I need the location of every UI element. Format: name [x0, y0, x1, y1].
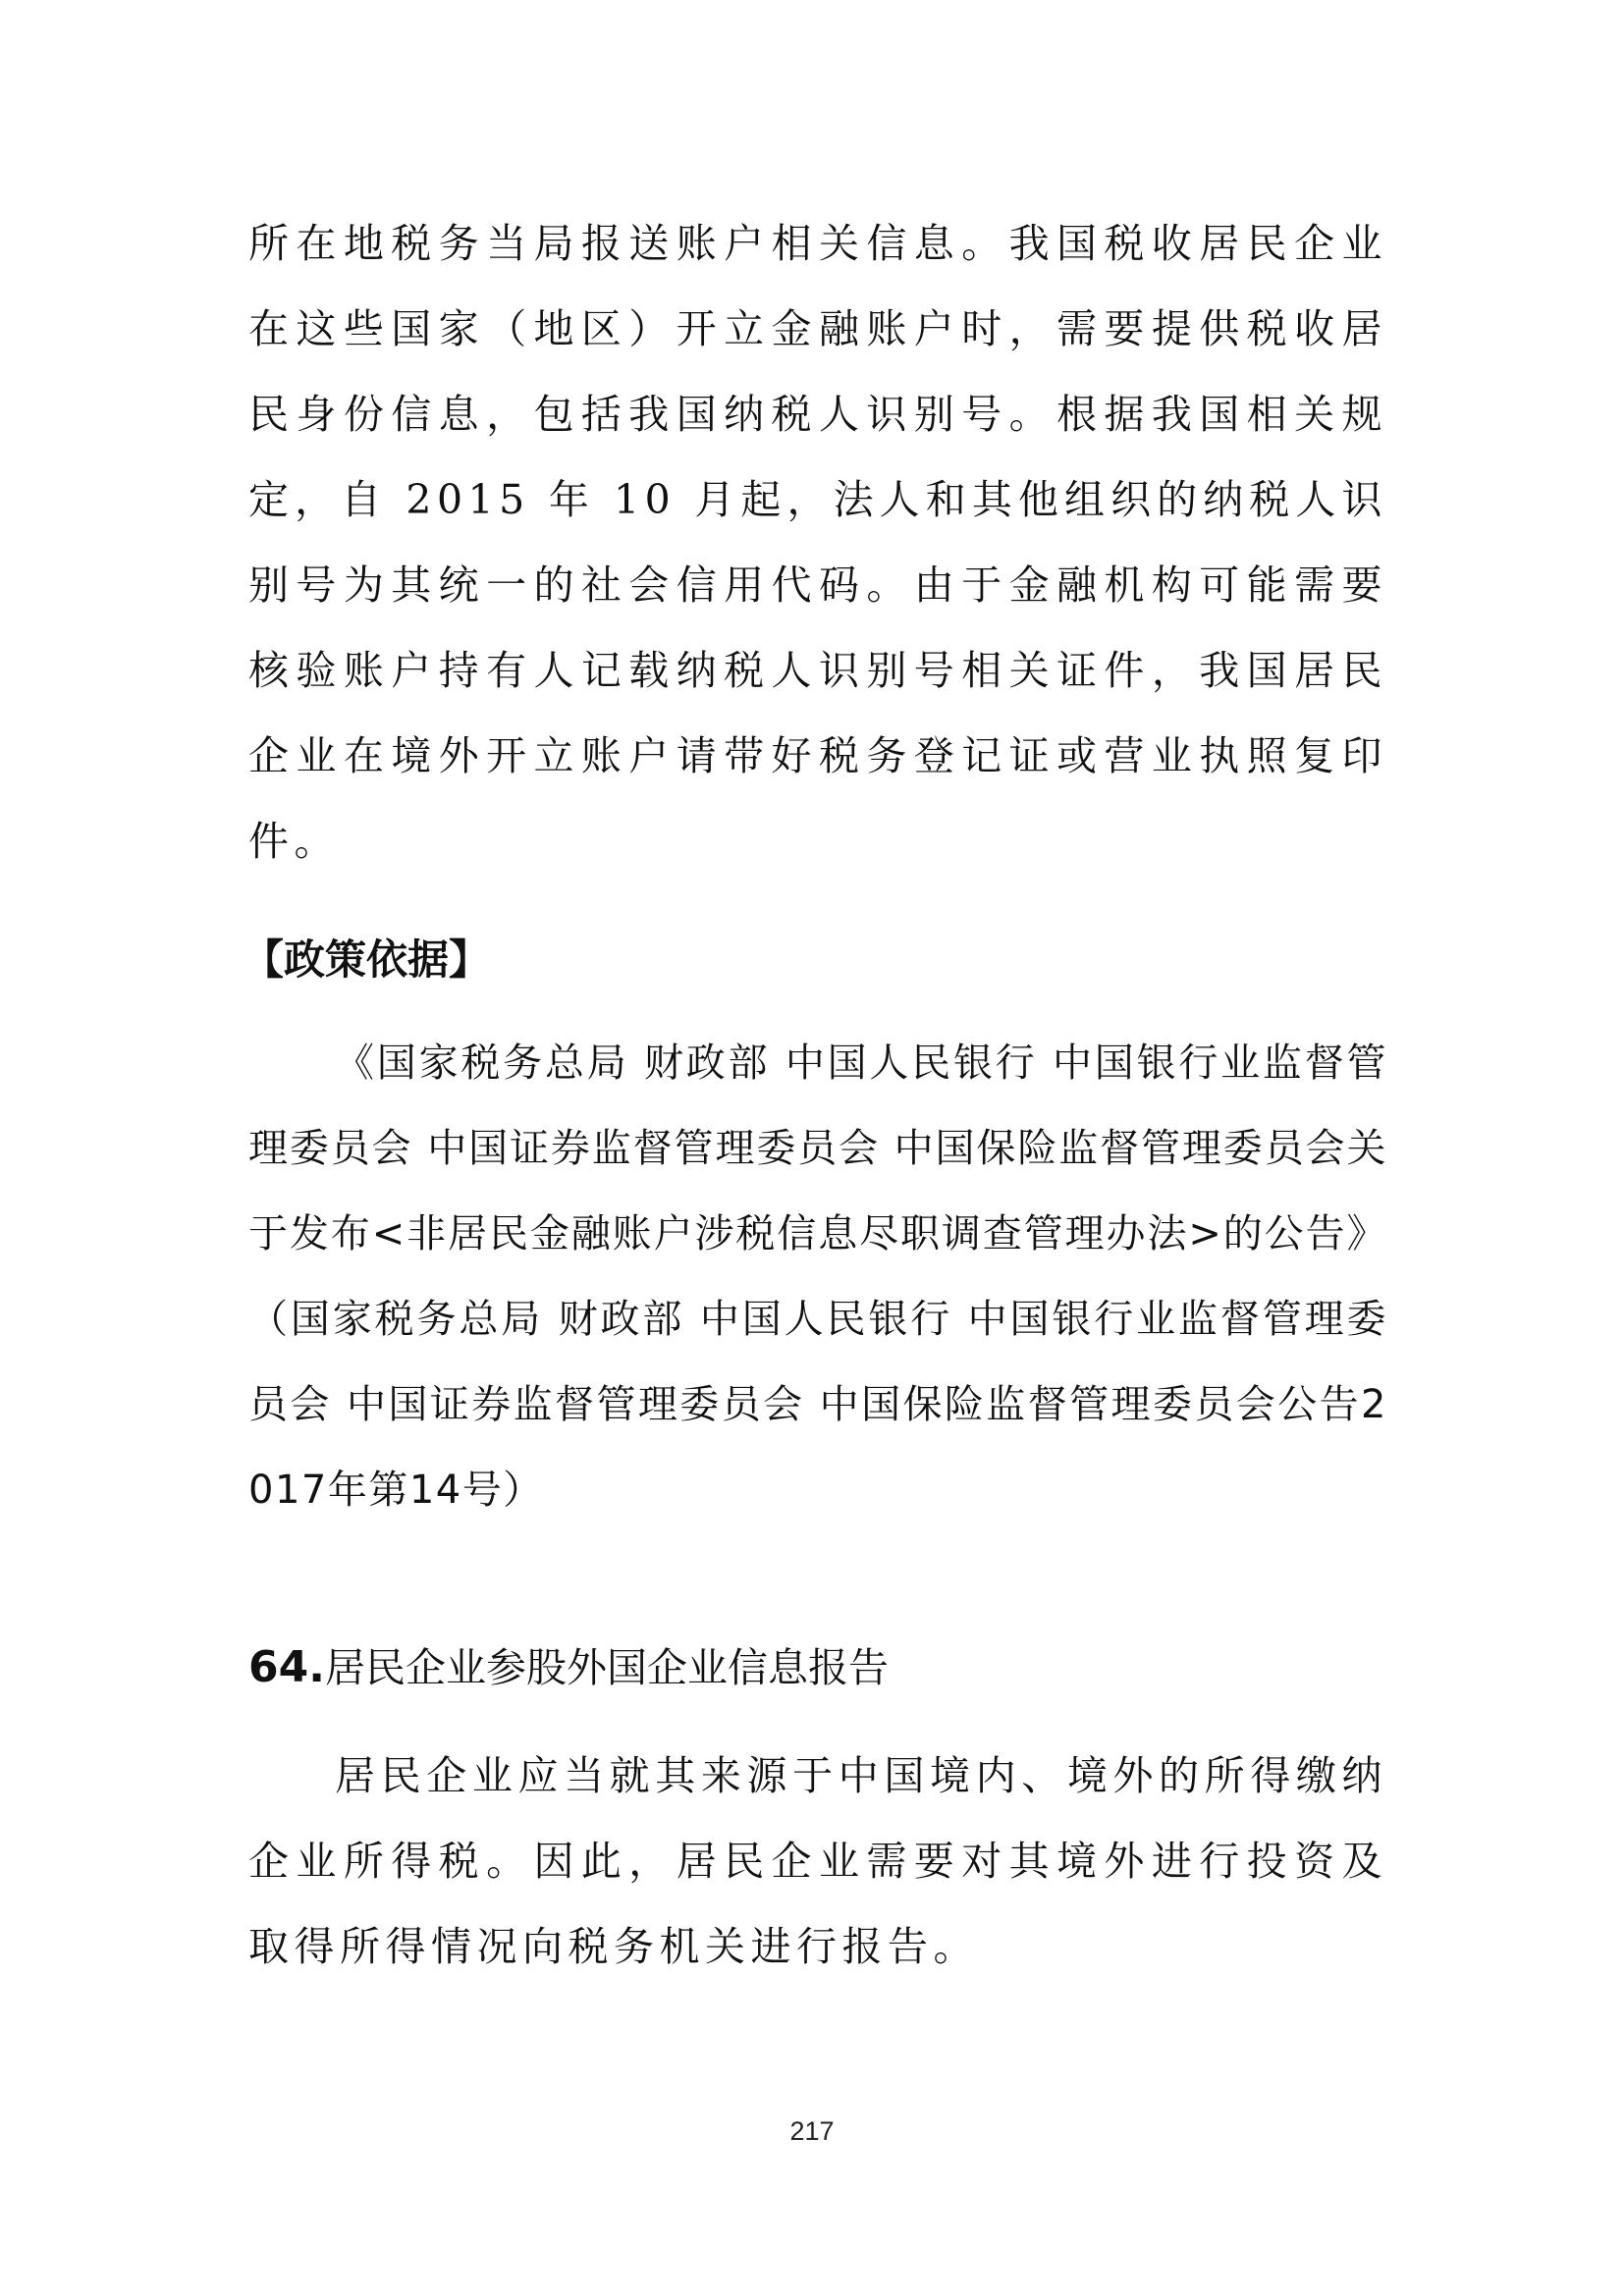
policy-basis-label: 【政策依据】 [243, 935, 491, 984]
section-title: 居民企业参股外国企业信息报告 [324, 1644, 889, 1691]
section-number: 64. [248, 1642, 325, 1692]
section-heading [248, 1638, 1387, 1697]
policy-basis-text: 《国家税务总局 财政部 中国人民银行 中国银行业监督管理委员会 中国证券监督管理委员会 中国保险监督管理委员会关于发布<非居民金融账户涉税信息尽职调查管理办法>的公告》（国家税务总局 财政部 中国人民银行 中国银行业监督管理委员会 中国证券监督管理委员会 中国保险监督管理委员会公告2017年第14号） [248, 1041, 1387, 1513]
section-paragraph: 居民企业应当就其来源于中国境内、境外的所得缴纳企业所得税。因此，居民企业需要对其境外进行投资及取得所得情况向税务机关进行报告。 [248, 1752, 1387, 1970]
page-number: 217 [789, 2116, 835, 2146]
page-content [243, 201, 1387, 1990]
continued-paragraph: 所在地税务当局报送账户相关信息。我国税收居民企业在这些国家（地区）开立金融账户时，需要提供税收居民身份信息，包括我国纳税人识别号。根据我国相关规定，自 2015 年 10 月起，法人和其他组织的纳税人识别号为其统一的社会信用代码。由于金融机构可能需要核验账户持有人记载纳税人识别号相关证件，我国居民企业在境外开立账户请带好税务登记证或营业执照复印件。 [248, 220, 1387, 865]
